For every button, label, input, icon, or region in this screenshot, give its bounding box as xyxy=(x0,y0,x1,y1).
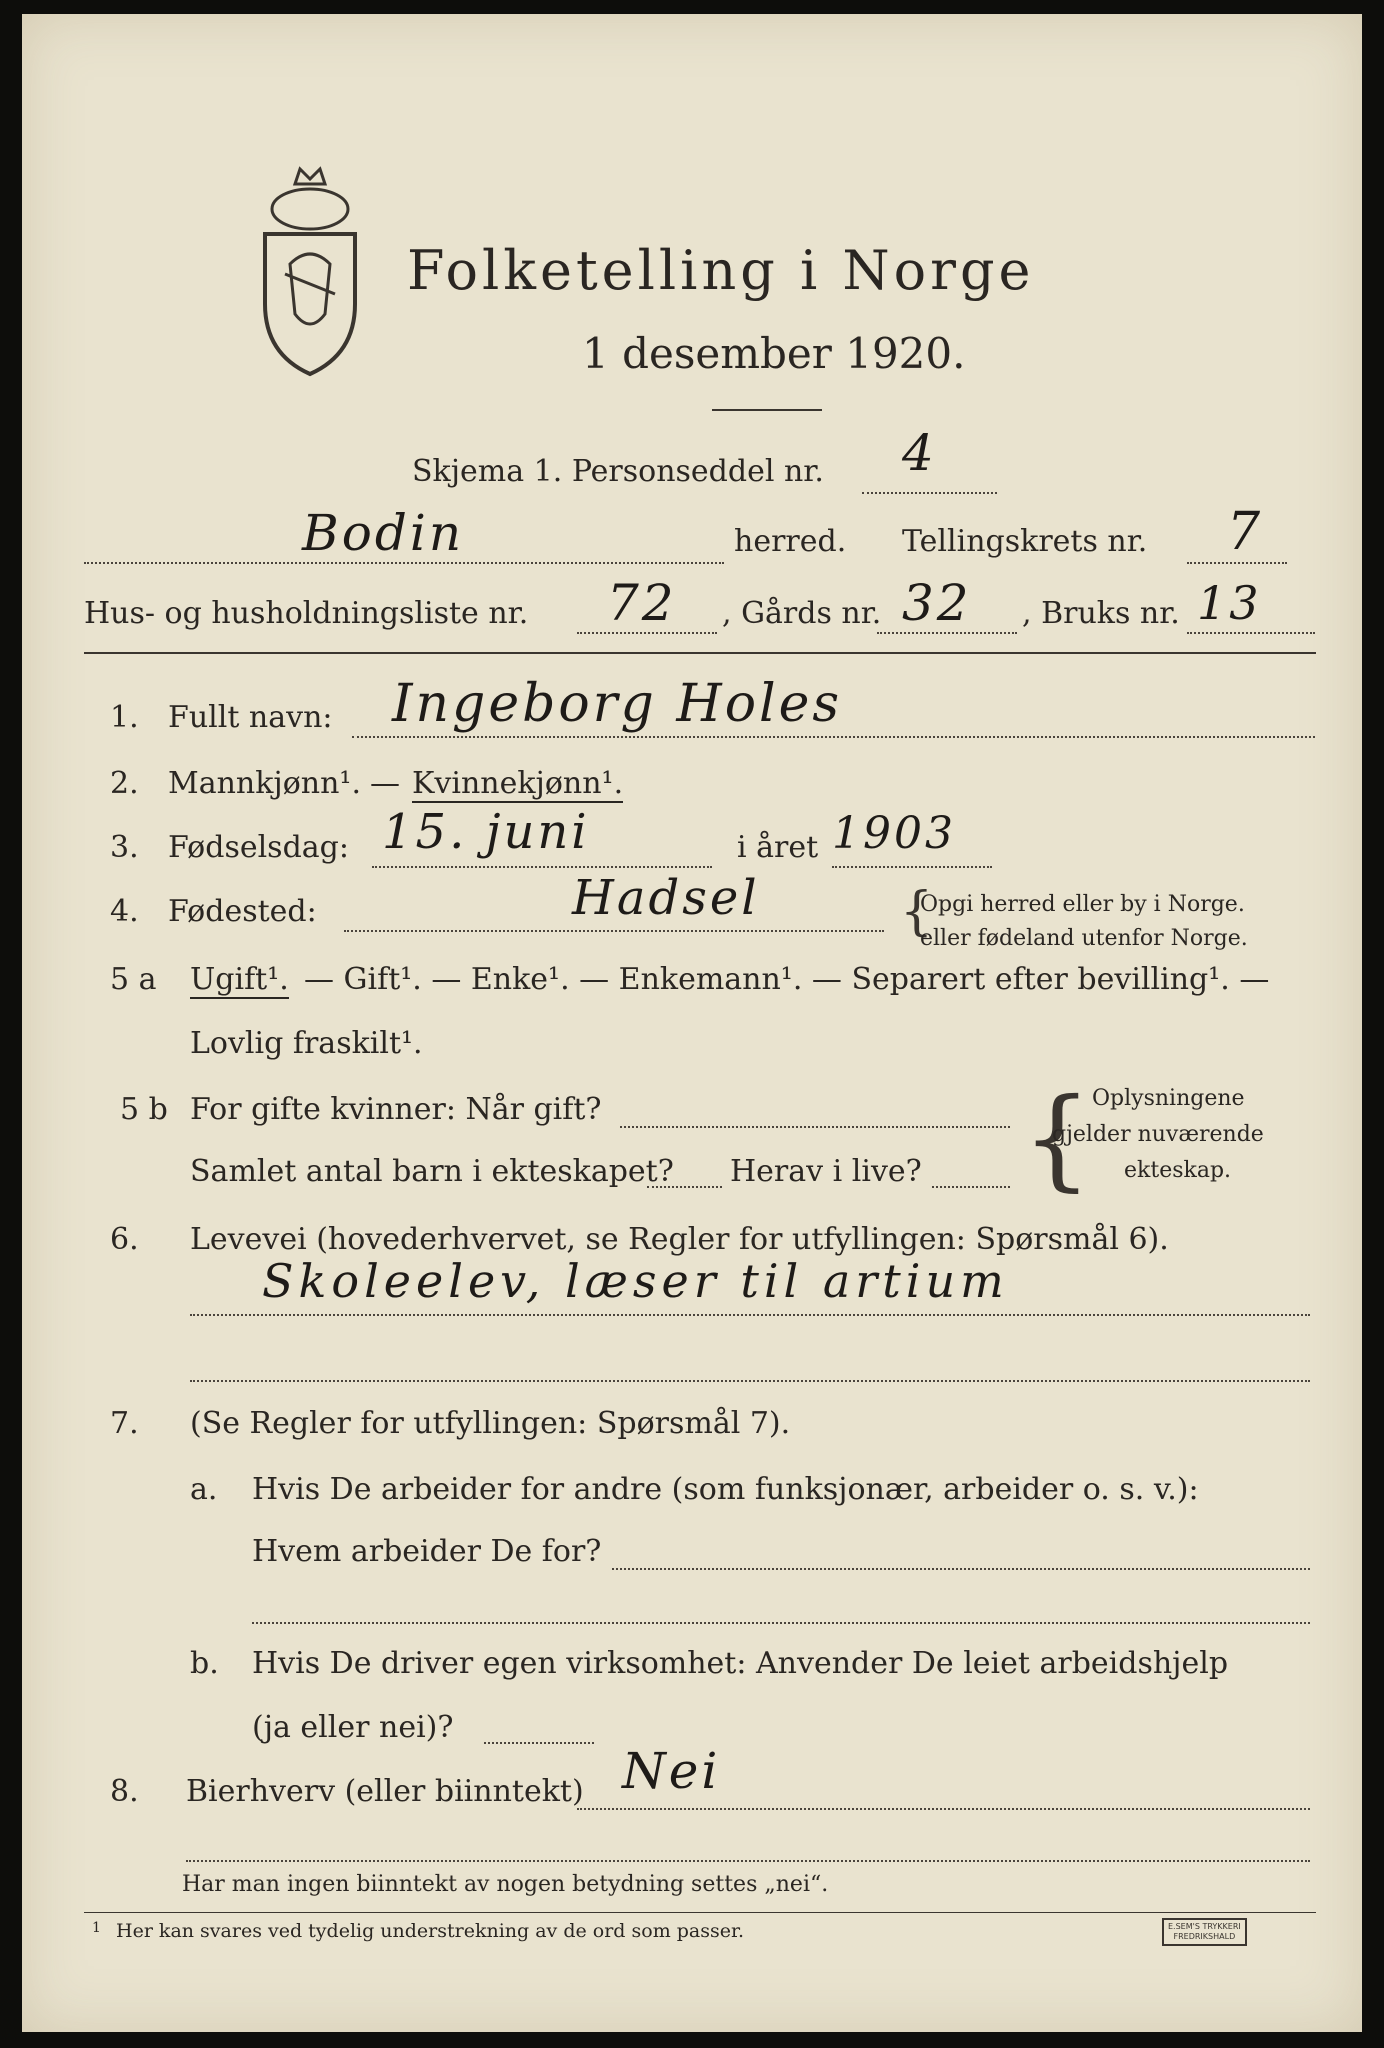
occupation-value[interactable]: Skoleelev, læser til artium xyxy=(262,1254,1009,1308)
tellingskrets-value[interactable]: 7 xyxy=(1227,502,1264,562)
bruks-line xyxy=(1187,632,1315,634)
footer-note: Har man ingen biinntekt av nogen betydning settes „nei“. xyxy=(182,1872,829,1897)
year-line xyxy=(832,866,992,868)
q5b-brace: { xyxy=(1022,1074,1092,1202)
gards-line xyxy=(877,632,1017,634)
printer-stamp-line-1: E.SEM'S TRYKKERI xyxy=(1168,1922,1241,1931)
coat-of-arms-icon xyxy=(250,164,370,384)
personseddel-value[interactable]: 4 xyxy=(902,424,937,482)
hus-line xyxy=(577,632,717,634)
gards-value[interactable]: 32 xyxy=(902,574,972,632)
q6-number: 6. xyxy=(110,1222,139,1257)
footnote-text: Her kan svares ved tydelig understrekning av de ord som passer. xyxy=(116,1920,745,1942)
q6-line-2 xyxy=(190,1380,1310,1382)
q5b-children-line xyxy=(647,1186,722,1188)
secondary-income-value[interactable]: Nei xyxy=(622,1742,721,1800)
year-label: i året xyxy=(737,830,819,865)
lovlig-fraskilt-option[interactable]: Lovlig fraskilt¹. xyxy=(190,1026,423,1061)
ugift-option[interactable]: Ugift¹. xyxy=(190,962,289,997)
q8-label: Bierhverv (eller biinntekt) xyxy=(186,1774,584,1809)
q7a-number: a. xyxy=(190,1472,218,1507)
q1-label: Fullt navn: xyxy=(168,700,333,735)
skjema-label: Skjema 1. Personseddel nr. xyxy=(412,454,824,489)
title-divider xyxy=(712,409,822,411)
q4-note-1: Opgi herred eller by i Norge. xyxy=(920,892,1245,917)
q5b-note-3: ekteskap. xyxy=(1124,1158,1232,1183)
q5b-note-2: gjelder nuværende xyxy=(1052,1122,1264,1147)
q5b-label-children: Samlet antal barn i ekteskapet? xyxy=(190,1154,674,1189)
herred-value[interactable]: Bodin xyxy=(302,504,465,562)
q7b-number: b. xyxy=(190,1646,219,1681)
q7a-line-1 xyxy=(612,1568,1310,1570)
q4-note-2: eller fødeland utenfor Norge. xyxy=(920,926,1248,951)
q6-line-1 xyxy=(190,1314,1310,1316)
q4-number: 4. xyxy=(110,894,139,929)
sex-separator: — xyxy=(370,766,400,801)
q5a-number: 5 a xyxy=(110,962,157,997)
q3-label: Fødselsdag: xyxy=(168,830,349,865)
q5b-label-married: For gifte kvinner: Når gift? xyxy=(190,1092,602,1127)
form-title: Folketelling i Norge xyxy=(407,239,1035,302)
tellingskrets-label: Tellingskrets nr. xyxy=(902,524,1148,559)
sex-female-option[interactable]: Kvinnekjønn¹. xyxy=(412,766,624,801)
q7a-line-2 xyxy=(252,1622,1310,1624)
q5b-note-1: Oplysningene xyxy=(1092,1086,1245,1111)
q1-line xyxy=(352,736,1315,738)
q8-number: 8. xyxy=(110,1774,139,1809)
hus-value[interactable]: 72 xyxy=(607,574,677,632)
gards-label: , Gårds nr. xyxy=(722,596,882,631)
printer-stamp xyxy=(1162,1918,1247,1946)
footnote-divider xyxy=(84,1912,1316,1913)
footnote-number: 1 xyxy=(92,1920,101,1936)
q8-line-1 xyxy=(577,1808,1310,1810)
q7b-line xyxy=(484,1742,594,1744)
bruks-value[interactable]: 13 xyxy=(1197,576,1262,630)
personseddel-line xyxy=(862,492,997,494)
q3-number: 3. xyxy=(110,830,139,865)
herred-line xyxy=(84,562,724,564)
marital-options[interactable]: — Gift¹. — Enke¹. — Enkemann¹. — Separert efter bevilling¹. — xyxy=(304,962,1270,997)
q8-line-2 xyxy=(186,1860,1310,1862)
q7a-question: Hvem arbeider De for? xyxy=(252,1534,602,1569)
sex-male-option[interactable]: Mannkjønn¹. xyxy=(168,766,361,801)
q4-line xyxy=(344,930,884,932)
q5b-married-line xyxy=(620,1126,1010,1128)
q5b-label-alive: Herav i live? xyxy=(730,1154,922,1189)
census-date: 1 desember 1920. xyxy=(582,329,966,378)
full-name-value[interactable]: Ingeborg Holes xyxy=(392,674,843,734)
q7a-label: Hvis De arbeider for andre (som funksjonær, arbeider o. s. v.): xyxy=(252,1472,1199,1507)
printer-stamp-line-2: FREDRIKSHALD xyxy=(1173,1932,1236,1941)
header-separator xyxy=(84,652,1316,654)
bruks-label: , Bruks nr. xyxy=(1022,596,1180,631)
q5b-number: 5 b xyxy=(120,1092,168,1127)
birthplace-value[interactable]: Hadsel xyxy=(572,870,760,926)
birth-year-value[interactable]: 1903 xyxy=(832,808,956,859)
q7-label: (Se Regler for utfyllingen: Spørsmål 7). xyxy=(190,1406,791,1441)
q4-brace: { xyxy=(900,882,934,942)
hus-label: Hus- og husholdningsliste nr. xyxy=(84,596,529,631)
tellingskrets-line xyxy=(1187,562,1287,564)
q1-number: 1. xyxy=(110,700,139,735)
q4-label: Fødested: xyxy=(168,894,317,929)
q6-label: Levevei (hovederhvervet, se Regler for utfyllingen: Spørsmål 6). xyxy=(190,1222,1169,1257)
herred-label: herred. xyxy=(734,524,847,559)
q7b-label: Hvis De driver egen virksomhet: Anvender De leiet arbeidshjelp xyxy=(252,1646,1229,1681)
q7-number: 7. xyxy=(110,1406,139,1441)
census-form xyxy=(22,14,1362,2032)
q3-line xyxy=(372,866,712,868)
q5b-alive-line xyxy=(932,1186,1010,1188)
q7b-question: (ja eller nei)? xyxy=(252,1710,454,1745)
q2-number: 2. xyxy=(110,766,139,801)
birthday-value[interactable]: 15. juni xyxy=(382,804,590,860)
